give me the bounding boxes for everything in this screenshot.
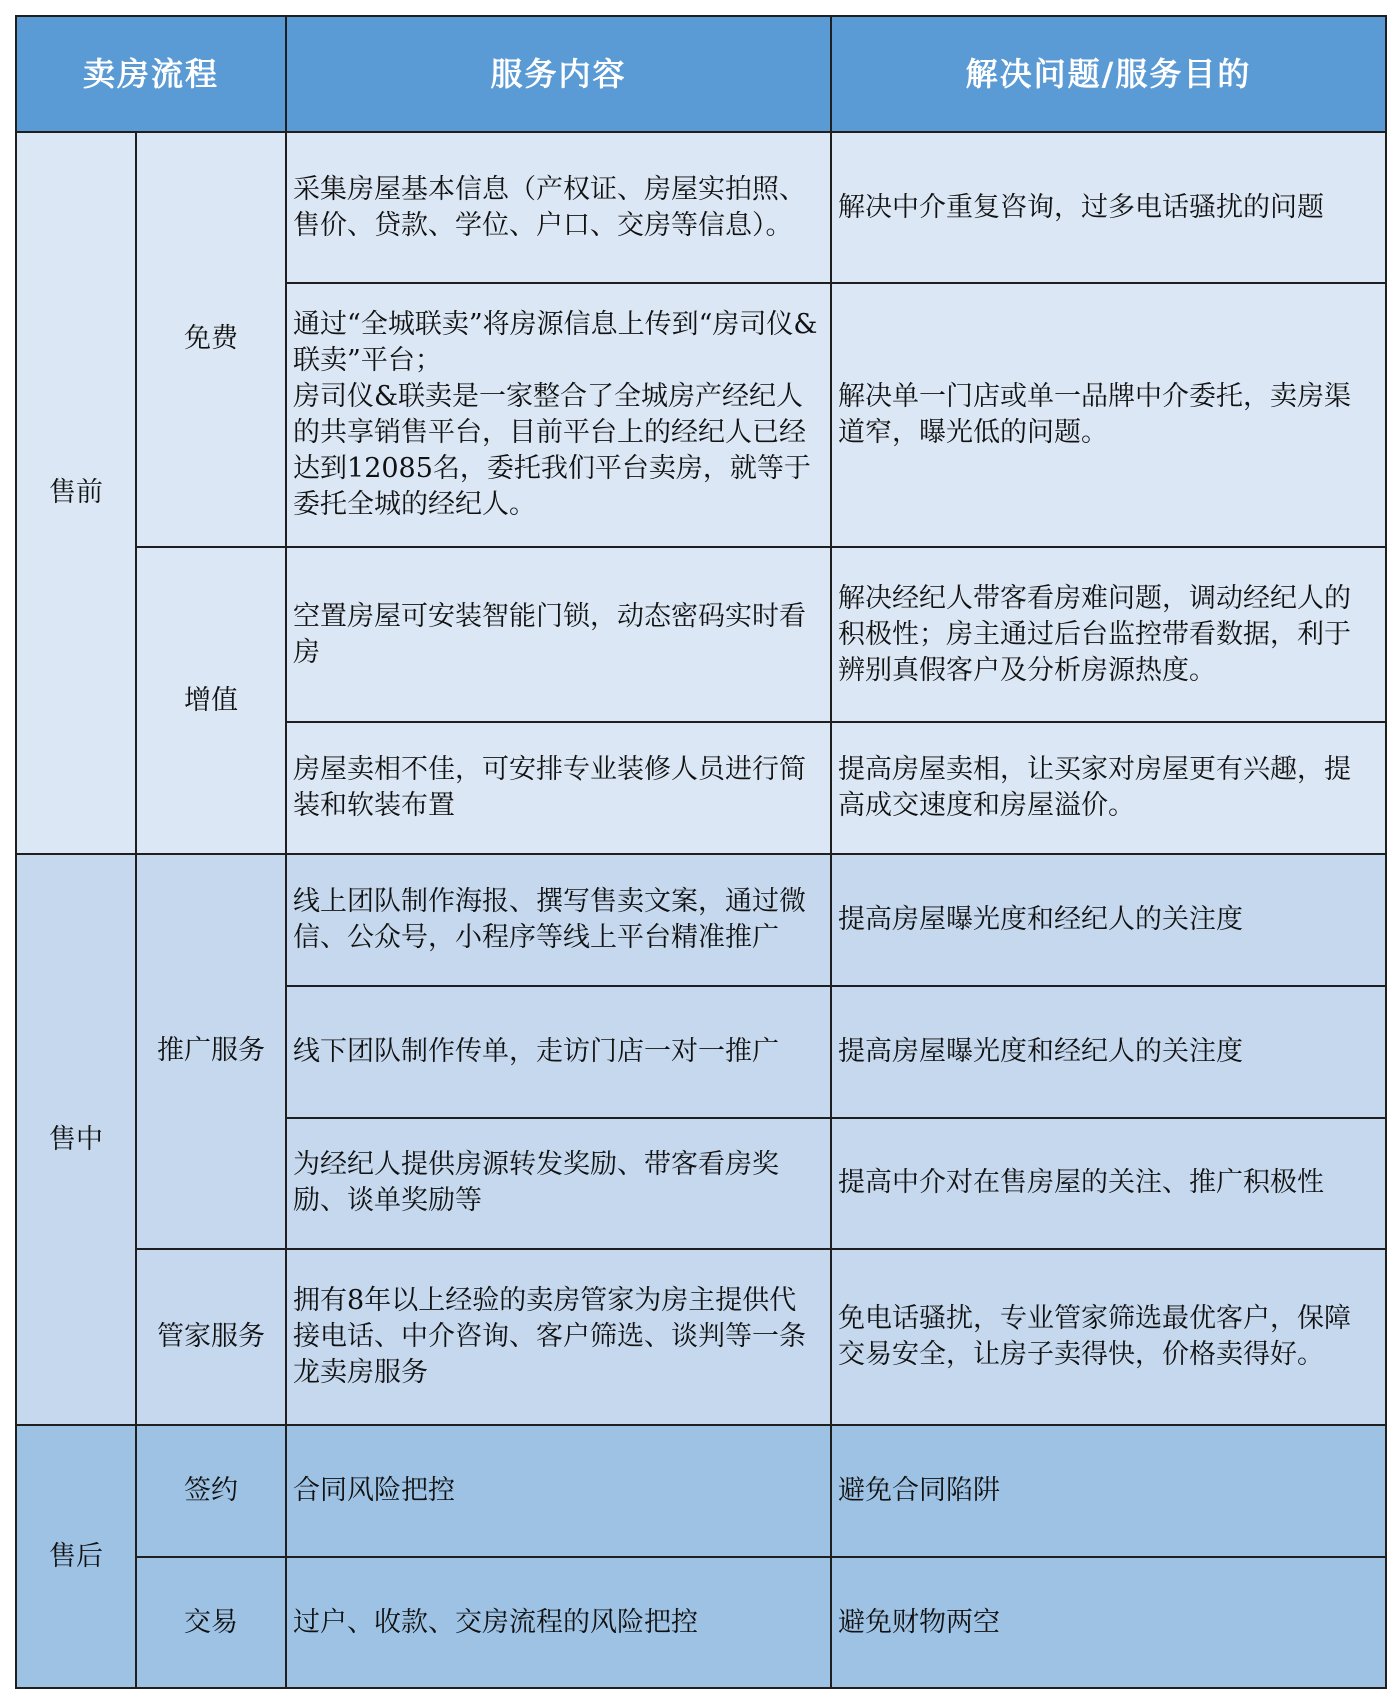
service-content-cell: 房屋卖相不佳，可安排专业装修人员进行简装和软装布置 bbox=[286, 722, 831, 854]
table-header-row bbox=[16, 16, 1386, 132]
category-free: 免费 bbox=[136, 132, 286, 547]
category-transaction: 交易 bbox=[136, 1557, 286, 1688]
table-row bbox=[16, 1425, 1386, 1557]
stage-post-sale: 售后 bbox=[16, 1425, 136, 1688]
table-row bbox=[16, 132, 1386, 283]
service-content-cell: 线上团队制作海报、撰写售卖文案，通过微信、公众号，小程序等线上平台精准推广 bbox=[286, 854, 831, 986]
table-row bbox=[16, 1249, 1386, 1425]
service-purpose-cell: 避免财物两空 bbox=[831, 1557, 1386, 1688]
service-content-cell: 合同风险把控 bbox=[286, 1425, 831, 1557]
table-row bbox=[16, 1557, 1386, 1688]
stage-mid-sale: 售中 bbox=[16, 854, 136, 1425]
header-service-content: 服务内容 bbox=[286, 16, 831, 132]
service-content-cell: 拥有8年以上经验的卖房管家为房主提供代接电话、中介咨询、客户筛选、谈判等一条龙卖房服务 bbox=[286, 1249, 831, 1425]
service-purpose-cell: 避免合同陷阱 bbox=[831, 1425, 1386, 1557]
table-row bbox=[16, 547, 1386, 722]
service-table-container bbox=[15, 15, 1385, 1689]
table-row bbox=[16, 854, 1386, 986]
service-purpose-cell: 免电话骚扰，专业管家筛选最优客户，保障交易安全，让房子卖得快，价格卖得好。 bbox=[831, 1249, 1386, 1425]
service-purpose-cell: 解决单一门店或单一品牌中介委托，卖房渠道窄，曝光低的问题。 bbox=[831, 283, 1386, 547]
header-selling-process: 卖房流程 bbox=[16, 16, 286, 132]
service-content-cell bbox=[286, 283, 831, 547]
category-promotion: 推广服务 bbox=[136, 854, 286, 1249]
service-purpose-cell: 提高房屋卖相，让买家对房屋更有兴趣，提高成交速度和房屋溢价。 bbox=[831, 722, 1386, 854]
service-content-cell: 线下团队制作传单，走访门店一对一推广 bbox=[286, 986, 831, 1118]
service-content-cell: 空置房屋可安装智能门锁，动态密码实时看房 bbox=[286, 547, 831, 722]
content-line-1: 通过“全城联卖”将房源信息上传到“房司仪&联卖”平台； bbox=[293, 308, 818, 376]
stage-pre-sale: 售前 bbox=[16, 132, 136, 854]
category-butler: 管家服务 bbox=[136, 1249, 286, 1425]
service-purpose-cell: 提高房屋曝光度和经纪人的关注度 bbox=[831, 986, 1386, 1118]
content-line-2: 房司仪&联卖是一家整合了全城房产经纪人的共享销售平台，目前平台上的经纪人已经达到12085名，委托我们平台卖房，就等于委托全城的经纪人。 bbox=[293, 380, 811, 520]
service-purpose-cell: 提高房屋曝光度和经纪人的关注度 bbox=[831, 854, 1386, 986]
service-content-cell: 采集房屋基本信息（产权证、房屋实拍照、售价、贷款、学位、户口、交房等信息）。 bbox=[286, 132, 831, 283]
header-purpose: 解决问题/服务目的 bbox=[831, 16, 1386, 132]
service-content-cell: 过户、收款、交房流程的风险把控 bbox=[286, 1557, 831, 1688]
selling-process-table bbox=[15, 15, 1387, 1689]
category-value-added: 增值 bbox=[136, 547, 286, 854]
service-purpose-cell: 解决经纪人带客看房难问题，调动经纪人的积极性；房主通过后台监控带看数据，利于辨别真假客户及分析房源热度。 bbox=[831, 547, 1386, 722]
service-content-cell: 为经纪人提供房源转发奖励、带客看房奖励、谈单奖励等 bbox=[286, 1118, 831, 1249]
service-purpose-cell: 解决中介重复咨询，过多电话骚扰的问题 bbox=[831, 132, 1386, 283]
category-signing: 签约 bbox=[136, 1425, 286, 1557]
service-purpose-cell: 提高中介对在售房屋的关注、推广积极性 bbox=[831, 1118, 1386, 1249]
